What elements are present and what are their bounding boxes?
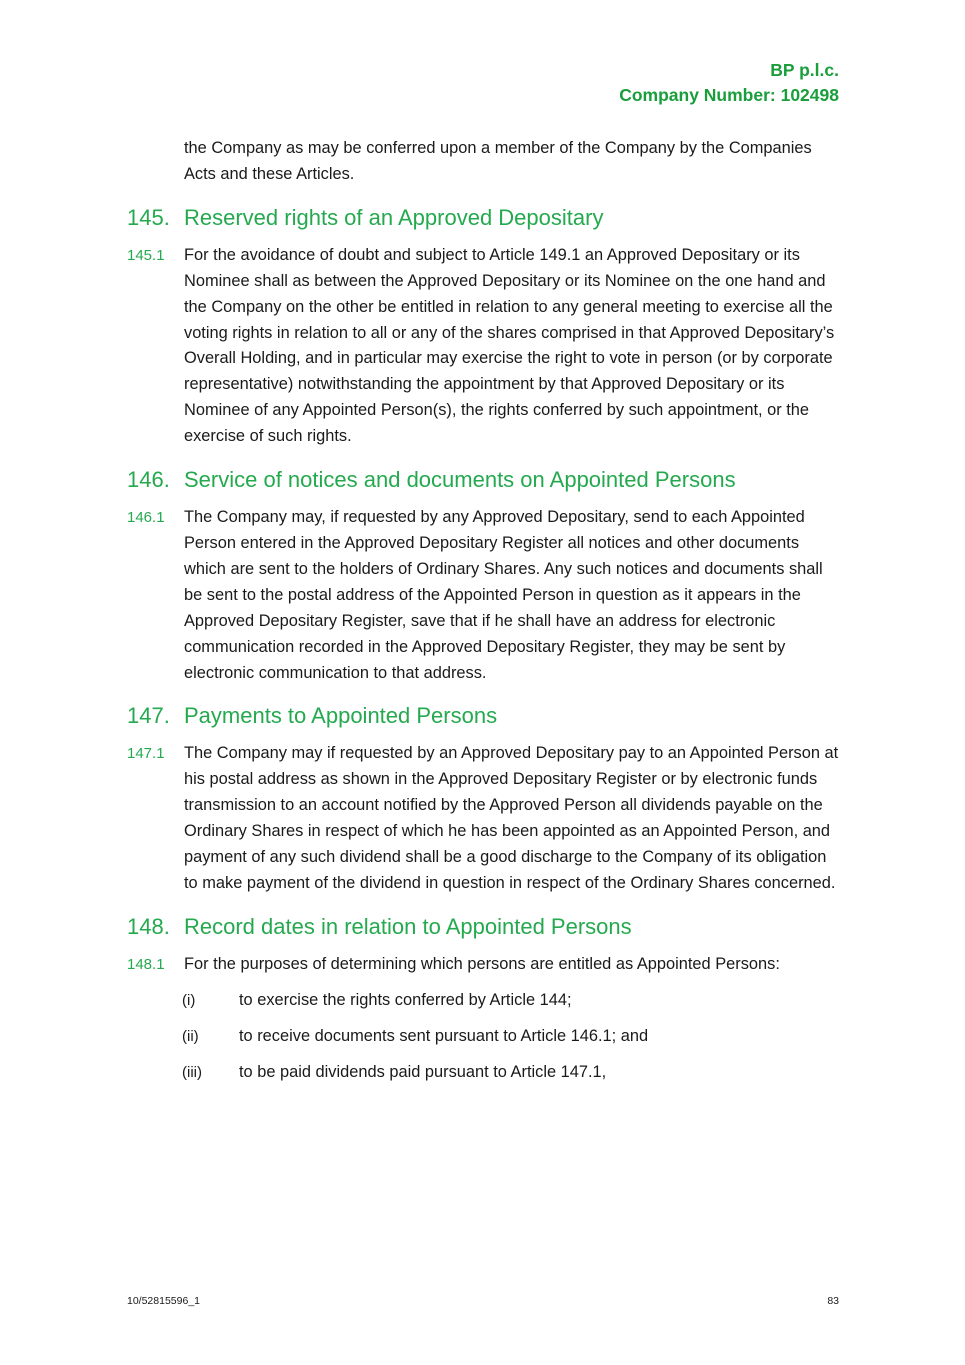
section-number: 148. — [127, 913, 170, 939]
section-title: Reserved rights of an Approved Depositary — [184, 204, 604, 230]
item-text: to be paid dividends paid pursuant to Article 147.1, — [239, 1062, 607, 1081]
clause-text: For the purposes of determining which persons are entitled as Appointed Persons: — [184, 954, 780, 973]
company-name: BP p.l.c. — [770, 60, 839, 80]
section-number: 146. — [127, 467, 170, 493]
clause-number: 147.1 — [127, 745, 165, 763]
document-body — [127, 136, 839, 1095]
section-title: Service of notices and documents on Appointed Persons — [184, 467, 736, 493]
clause-text: The Company may if requested by an Approved Depositary pay to an Appointed Person at his postal address as shown in the Approved Depositary Register or by electronic funds transmission to an account notified by the Approved Person all dividends payable on the Ordinary Shares in respect of which he has been appointed as an Appointed Person, and payment of any such dividend shall be a good discharge to the Company of its obligation to make payment of the dividend in question in respect of the Ordinary Shares concerned. — [184, 744, 839, 892]
clause-number: 146.1 — [127, 509, 165, 527]
list-item — [127, 1060, 839, 1086]
document-reference: 10/52815596_1 — [127, 1295, 200, 1307]
intro-paragraph: the Company as may be conferred upon a member of the Company by the Companies Acts and these Articles. — [184, 139, 812, 183]
section-heading-148 — [127, 912, 839, 942]
clause-146-1 — [127, 505, 839, 686]
page-number: 83 — [827, 1295, 839, 1307]
section-title: Payments to Appointed Persons — [184, 703, 498, 729]
document-header — [619, 58, 839, 108]
item-number: (iii) — [182, 1063, 202, 1081]
section-title: Record dates in relation to Appointed Persons — [184, 913, 632, 939]
list-item — [127, 1024, 839, 1050]
clause-number: 148.1 — [127, 955, 165, 973]
section-number: 147. — [127, 703, 170, 729]
clause-number: 145.1 — [127, 246, 165, 264]
item-text: to receive documents sent pursuant to Article 146.1; and — [239, 1026, 649, 1045]
item-number: (ii) — [182, 1027, 199, 1045]
sub-item-list — [127, 988, 839, 1086]
clause-145-1 — [127, 243, 839, 450]
clause-text: The Company may, if requested by any Approved Depositary, send to each Appointed Person entered in the Approved Depositary Register all notices and other documents which are sent to the holders of Ordinary Shares. Any such notices and documents shall be sent to the postal address of the Appointed Person in question as it appears in the Approved Depositary Register, save that if he shall have an address for electronic communication recorded in the Approved Depositary Register, they may be sent by electronic communication to that address. — [184, 508, 823, 682]
item-text: to exercise the rights conferred by Article 144; — [239, 990, 572, 1009]
item-number: (i) — [182, 991, 196, 1009]
clause-147-1 — [127, 741, 839, 896]
section-number: 145. — [127, 204, 170, 230]
clause-148-1 — [127, 952, 839, 978]
list-item — [127, 988, 839, 1014]
section-heading-146 — [127, 465, 839, 495]
company-number: Company Number: 102498 — [619, 85, 839, 105]
clause-text: For the avoidance of doubt and subject to Article 149.1 an Approved Depositary or its Nominee shall as between the Approved Depositary or its Nominee on the one hand and the Company on the other be entitled in relation to any general meeting to exercise all the voting rights in relation to all or any of the shares comprised in that Approved Depositary’s Overall Holding, and in particular may exercise the right to vote in person (or by corporate representative) notwithstanding the appointment by that Approved Depositary or its Nominee of any Appointed Person(s), the rights conferred by such appointment, or the exercise of such rights. — [184, 245, 835, 446]
section-heading-145 — [127, 203, 839, 233]
section-heading-147 — [127, 701, 839, 731]
